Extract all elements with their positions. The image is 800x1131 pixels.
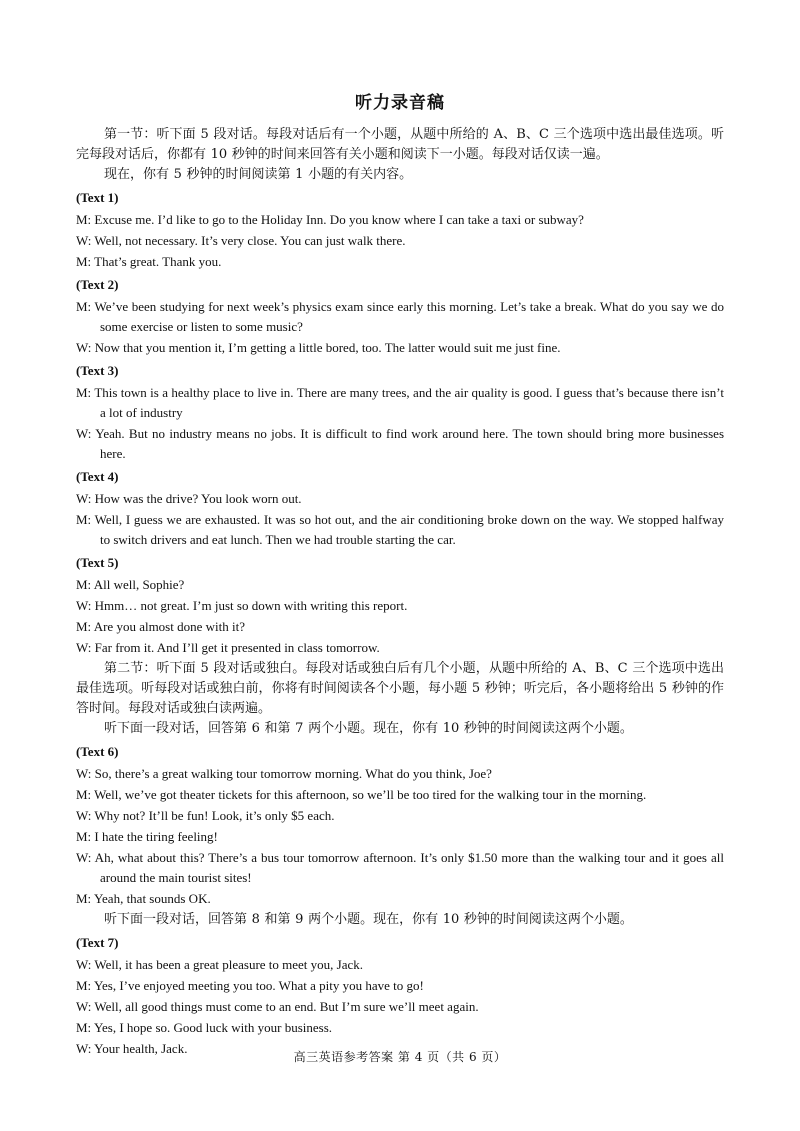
dialogue-line: M: Well, I guess we are exhausted. It was so hot out, and the air conditioning broke down on the way. We stopped halfway to switch drivers and eat lunch. Then we had trouble starting the car.: [76, 512, 724, 547]
dialogue-line: W: Your health, Jack.: [76, 1041, 188, 1056]
dialogue-line: M: Are you almost done with it?: [76, 619, 245, 634]
dialogue-line: W: How was the drive? You look worn out.: [76, 491, 302, 506]
dialogue-line: M: Yeah, that sounds OK.: [76, 891, 211, 906]
dialogue-line: M: Excuse me. I’d like to go to the Holiday Inn. Do you know where I can take a taxi or subway?: [76, 212, 584, 227]
dialogue-line: W: Ah, what about this? There’s a bus tour tomorrow afternoon. It’s only $1.50 more than the walking tour and it goes all around the main tourist sites!: [76, 850, 724, 885]
text-3-label: (Text 3): [76, 363, 119, 378]
page-footer: 高三英语参考答案 第 4 页（共 6 页）: [293, 1050, 507, 1064]
text-5-label: (Text 5): [76, 555, 119, 570]
instruction-part1-b: 现在，你有 5 秒钟的时间阅读第 1 小题的有关内容。: [104, 167, 413, 182]
dialogue-line: W: Far from it. And I’ll get it presented in class tomorrow.: [76, 640, 380, 655]
instruction-part2-c: 听下面一段对话，回答第 8 和第 9 两个小题。现在，你有 10 秒钟的时间阅读这两个小题。: [104, 912, 633, 927]
dialogue-line: M: This town is a healthy place to live in. There are many trees, and the air quality is good. I guess that’s because there isn’t a lot of industry: [76, 385, 724, 420]
text-1-label: (Text 1): [76, 190, 119, 205]
text-2-label: (Text 2): [76, 277, 119, 292]
dialogue-line: W: Yeah. But no industry means no jobs. It is difficult to find work around here. The town should bring more businesses here.: [76, 426, 724, 461]
text-4-label: (Text 4): [76, 469, 119, 484]
dialogue-line: W: Hmm… not great. I’m just so down with writing this report.: [76, 598, 408, 613]
dialogue-line: W: So, there’s a great walking tour tomorrow morning. What do you think, Joe?: [76, 766, 492, 781]
text-6-label: (Text 6): [76, 744, 119, 759]
instruction-part2-a: 第二节：听下面 5 段对话或独白。每段对话或独白后有几个小题，从题中所给的 A、B、C 三个选项中选出最佳选项。听每段对话或独白前，你将有时间阅读各个小题，每小题 5 秒钟；听完后，各小题将给出 5 秒钟的作答时间。每段对话或独白读两遍。: [76, 661, 724, 716]
dialogue-line: W: Well, not necessary. It’s very close. You can just walk there.: [76, 233, 406, 248]
page-title: 听力录音稿: [355, 93, 445, 113]
dialogue-line: M: Well, we’ve got theater tickets for this afternoon, so we’ll be too tired for the walking tour in the morning.: [76, 787, 647, 802]
instruction-part2-b: 听下面一段对话，回答第 6 和第 7 两个小题。现在，你有 10 秒钟的时间阅读这两个小题。: [104, 721, 633, 736]
dialogue-line: M: I hate the tiring feeling!: [76, 829, 218, 844]
instruction-part1-a: 第一节：听下面 5 段对话。每段对话后有一个小题，从题中所给的 A、B、C 三个选项中选出最佳选项。听完每段对话后，你都有 10 秒钟的时间来回答有关小题和阅读下一小题。每段对话仅读一遍。: [76, 127, 724, 162]
dialogue-line: W: Why not? It’ll be fun! Look, it’s only $5 each.: [76, 808, 335, 823]
dialogue-line: W: Now that you mention it, I’m getting a little bored, too. The latter would suit me just fine.: [76, 340, 561, 355]
dialogue-line: W: Well, it has been a great pleasure to meet you, Jack.: [76, 957, 364, 972]
dialogue-line: M: All well, Sophie?: [76, 577, 185, 592]
dialogue-line: W: Well, all good things must come to an end. But I’m sure we’ll meet again.: [76, 999, 479, 1014]
dialogue-line: M: Yes, I’ve enjoyed meeting you too. What a pity you have to go!: [76, 978, 424, 993]
document-page: [76, 0, 724, 1131]
dialogue-line: M: Yes, I hope so. Good luck with your business.: [76, 1020, 333, 1035]
text-7-label: (Text 7): [76, 935, 119, 950]
dialogue-line: M: That’s great. Thank you.: [76, 254, 222, 269]
dialogue-line: M: We’ve been studying for next week’s physics exam since early this morning. Let’s take a break. What do you say we do some exercise or listen to some music?: [76, 299, 724, 334]
